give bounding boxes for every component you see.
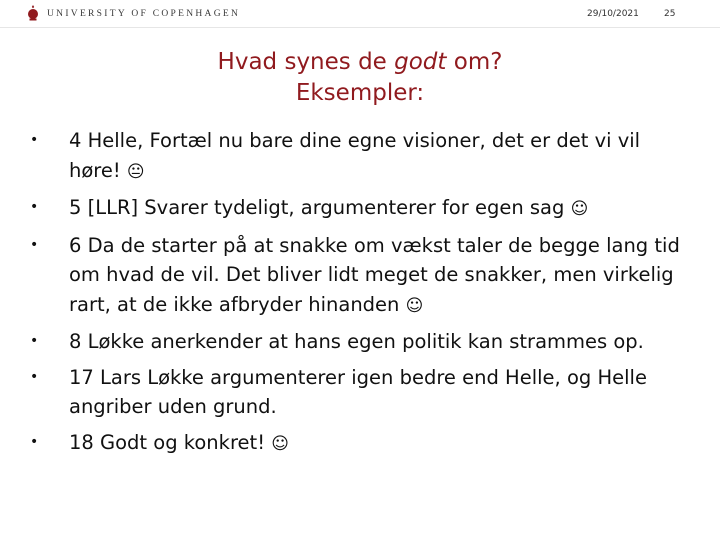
smiley-face-icon: ☺ <box>570 199 589 219</box>
slide-header <box>0 0 720 28</box>
bullet-item <box>30 231 690 322</box>
title-line-1 <box>0 47 720 78</box>
university-name: UNIVERSITY OF COPENHAGEN <box>47 9 241 19</box>
smiley-face-icon: ☺ <box>405 295 424 316</box>
title-part-before: Hvad synes de <box>217 49 395 75</box>
slide-date: 29/10/2021 <box>587 9 639 19</box>
bullet-text: 4 Helle, Fortæl nu bare dine egne visioner, det er det vi vil høre! <box>69 129 641 182</box>
bullet-dot-icon: • <box>30 433 39 450</box>
neutral-face-icon: 😐 <box>126 161 145 182</box>
bullet-item <box>30 428 690 460</box>
title-part-after: om? <box>446 49 503 75</box>
smiley-face-icon: ☺ <box>271 433 289 454</box>
bullet-dot-icon: • <box>30 199 39 215</box>
bullet-text: 17 Lars Løkke argumenterer igen bedre end Helle, og Helle angriber uden grund. <box>69 365 647 418</box>
bullet-text: 8 Løkke anerkender at hans egen politik kan strammes op. <box>69 330 644 353</box>
header-divider <box>0 27 720 28</box>
crown-seal-icon <box>27 5 39 22</box>
slide-number: 25 <box>664 9 676 19</box>
bullet-item <box>30 126 690 187</box>
bullet-text: 18 Godt og konkret! <box>69 430 272 454</box>
bullet-dot-icon: • <box>30 333 39 349</box>
bullet-item <box>30 363 690 422</box>
bullet-list <box>30 126 690 465</box>
bullet-item <box>30 327 690 357</box>
bullet-item <box>30 193 690 225</box>
bullet-text: 6 Da de starter på at snakke om vækst taler de begge lang tid om hvad de vil. Det bliver lidt meget de snakker, men virkelig rart, at de ikke afbryder hinanden <box>69 233 680 316</box>
bullet-dot-icon: • <box>30 236 39 253</box>
title-line-2: Eksempler: <box>295 80 425 106</box>
bullet-dot-icon: • <box>30 368 39 385</box>
slide-title <box>0 47 720 109</box>
bullet-dot-icon: • <box>30 132 39 148</box>
title-emphasis: godt <box>394 49 447 75</box>
bullet-text: 5 [LLR] Svarer tydeligt, argumenterer for egen sag <box>69 196 571 219</box>
